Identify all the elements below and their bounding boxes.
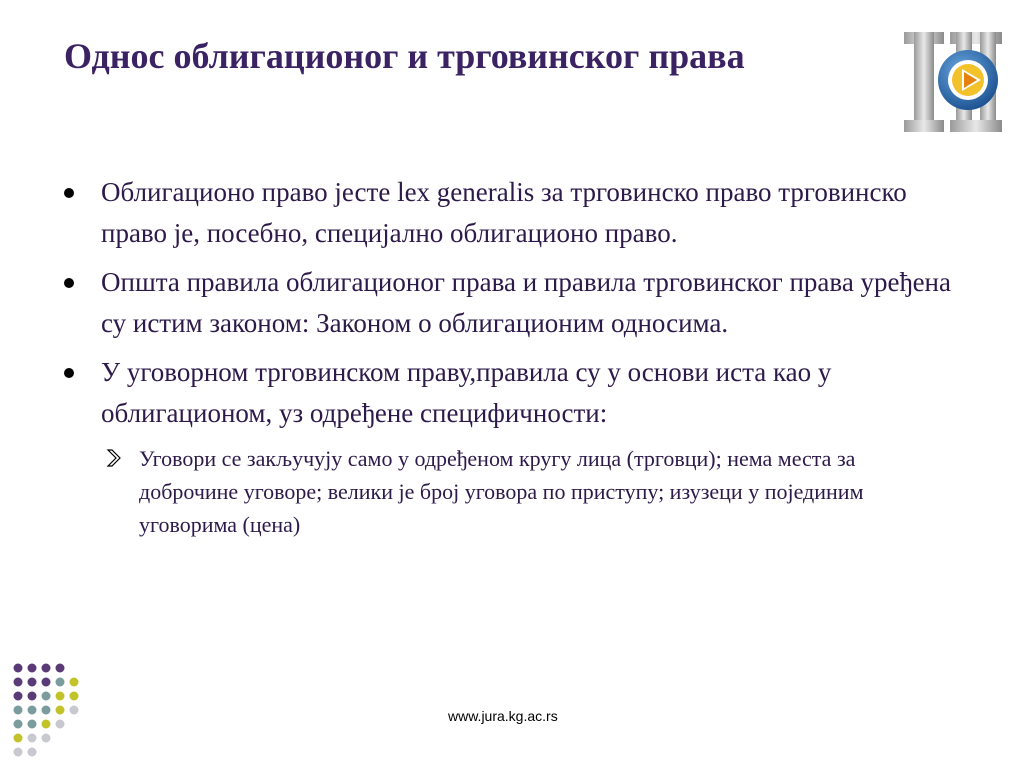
list-item	[60, 172, 960, 254]
bullet-dot-icon	[64, 188, 74, 198]
bullet-text: Општа правила облигационог права и правила трговинског права уређена су истим законом: Законом о облигационим односима.	[101, 267, 951, 338]
bullet-dot-icon	[64, 368, 74, 378]
sub-bullet-text: Уговори се закључују само у одређеном кругу лица (трговци); нема места за доброчине уговоре; велики је број уговора по приступу; изузеци у појединим уговорима (цена)	[139, 446, 864, 537]
bullet-dot-icon	[64, 278, 74, 288]
faculty-logo-icon	[902, 28, 1006, 136]
footer-url: www.jura.kg.ac.rs	[448, 708, 558, 724]
bullet-list	[60, 172, 960, 541]
page-title: Однос облигационог и трговинског права	[64, 36, 745, 76]
list-item	[60, 262, 960, 344]
chevron-arrow-icon	[106, 448, 124, 468]
sub-list-item	[60, 442, 960, 541]
bullet-text: У уговорном трговинском праву,правила су у основи иста као у облигационом, уз одређене специфичности:	[101, 357, 832, 428]
bullet-text: Облигационо право јесте lex generalis за трговинско право трговинско право је, посебно, специјално облигационо право.	[101, 177, 907, 248]
list-item	[60, 352, 960, 434]
dot-grid-icon	[12, 662, 92, 762]
